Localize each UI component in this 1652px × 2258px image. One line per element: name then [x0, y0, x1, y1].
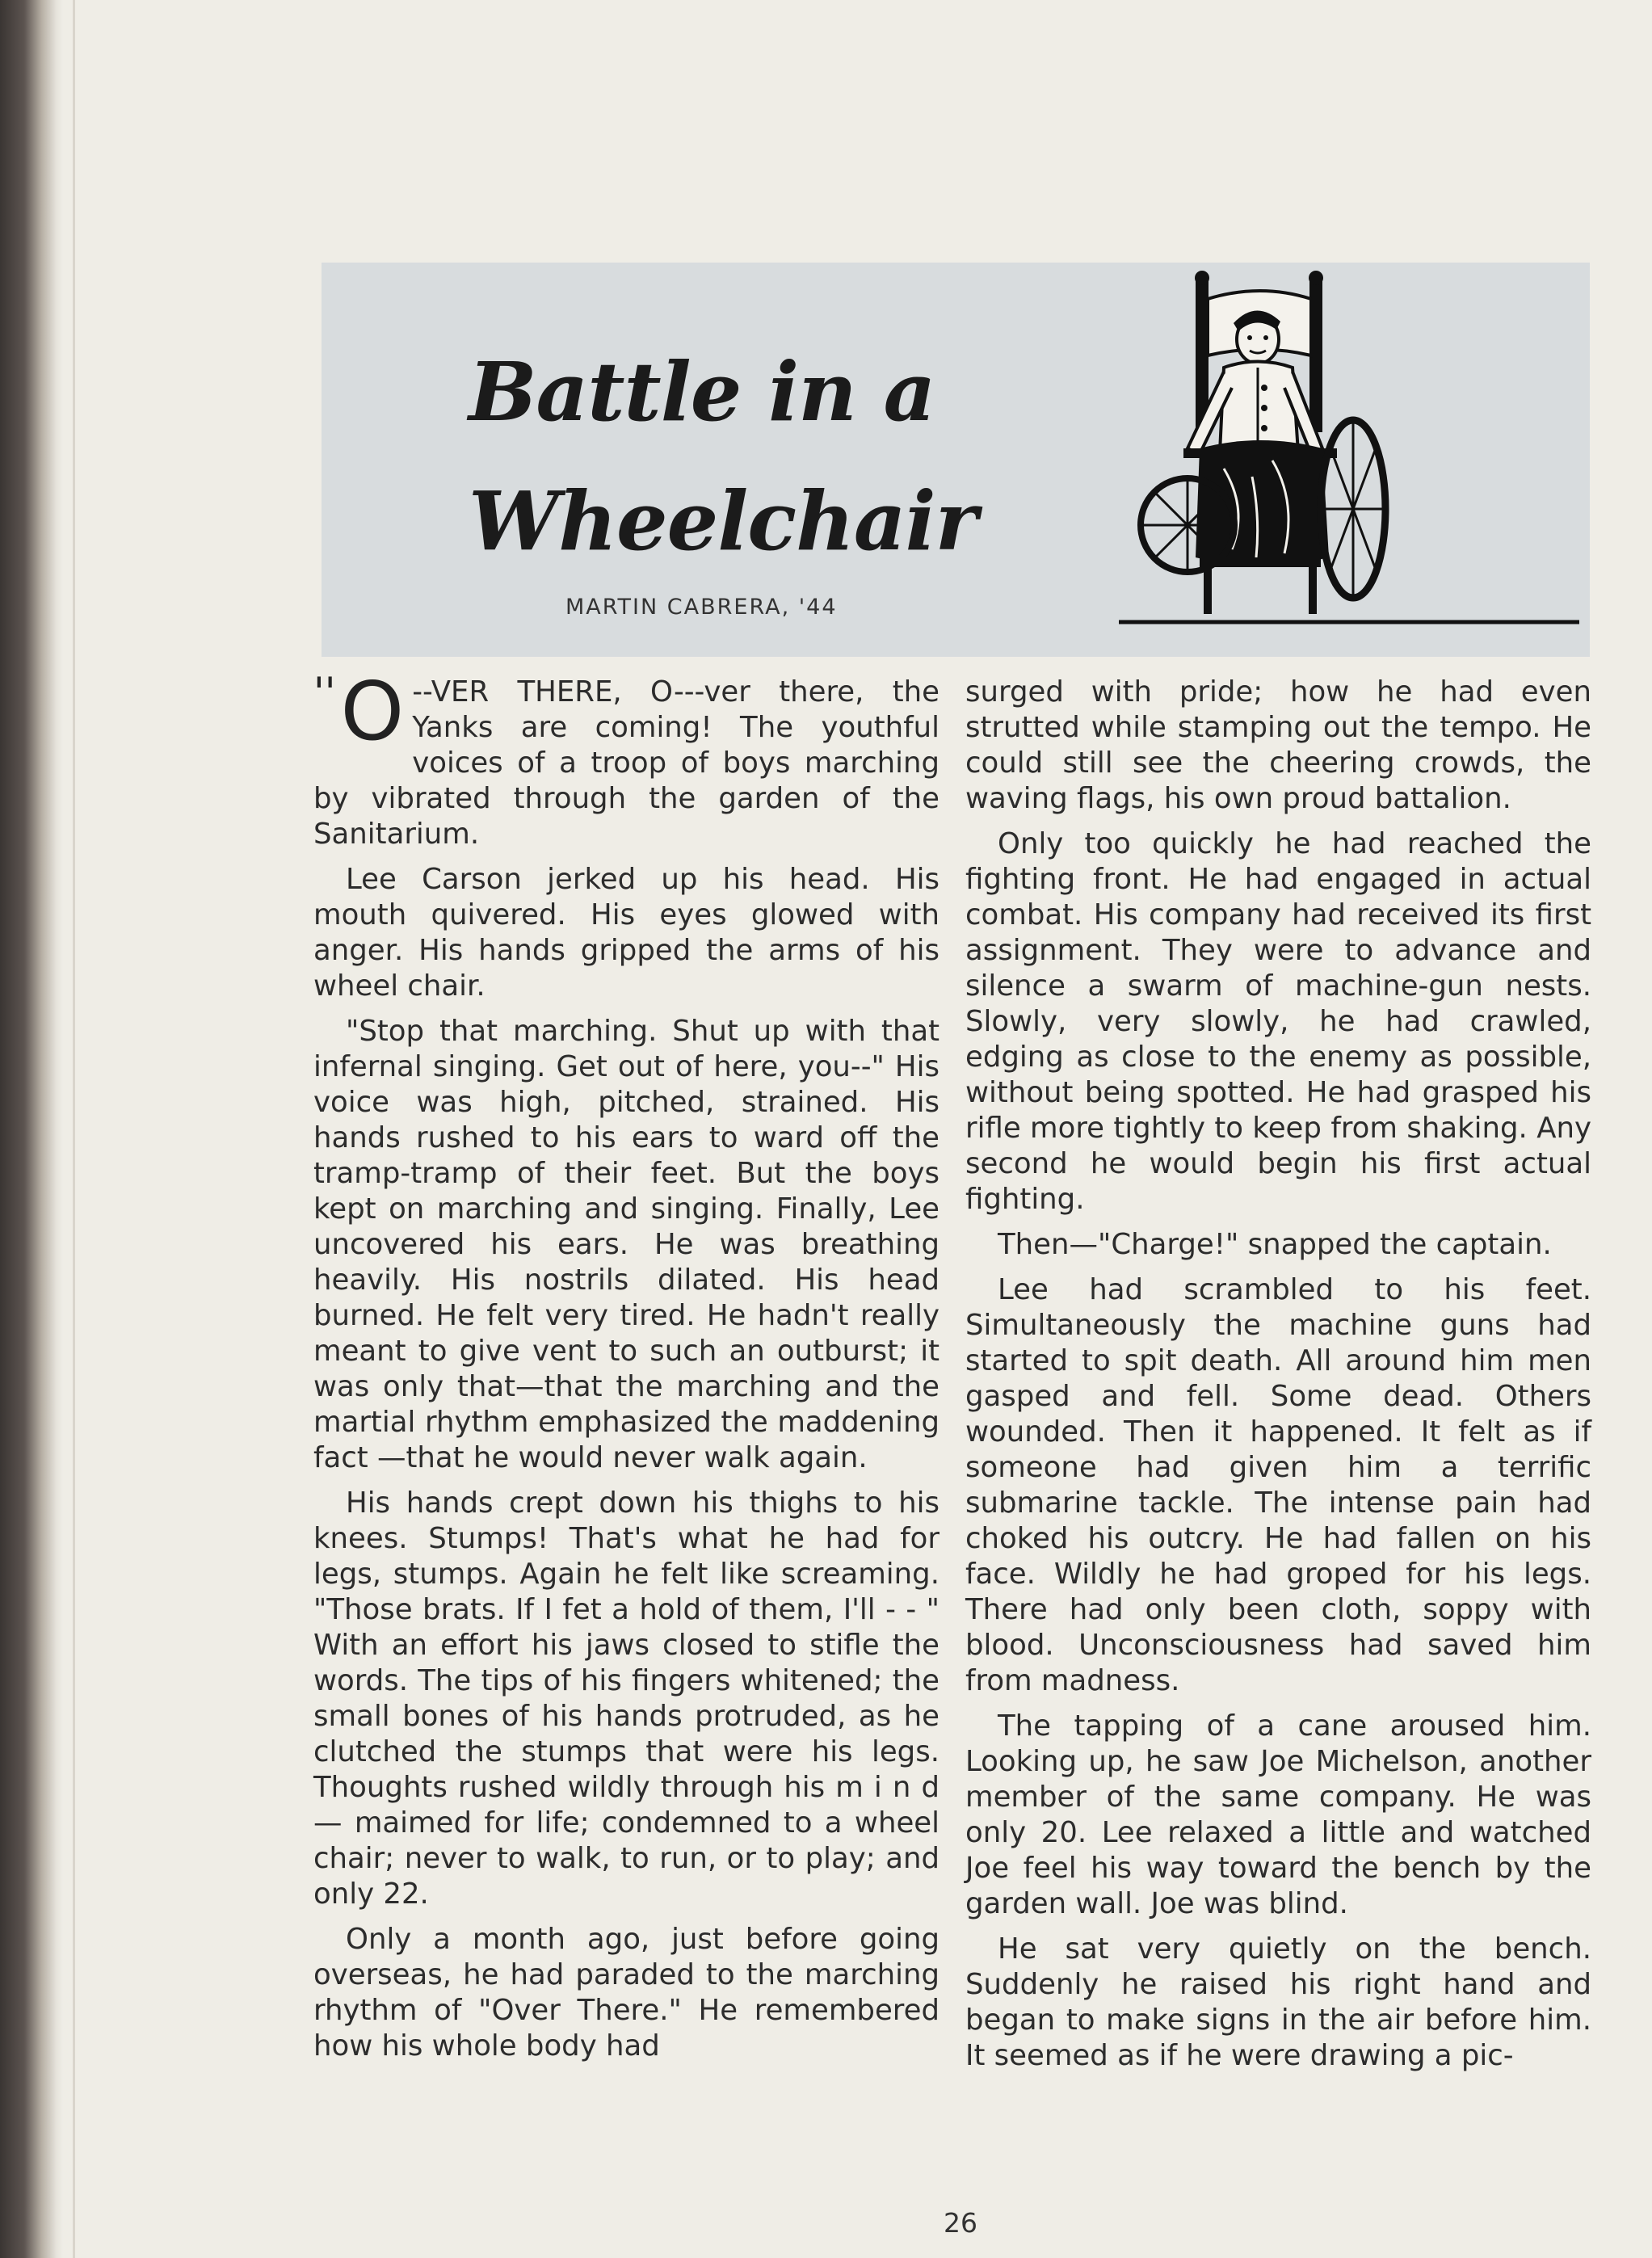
paragraph [313, 664, 939, 852]
paragraph: Then—"Charge!" snapped the captain. [998, 1228, 1552, 1261]
paragraph: He sat very quietly on the bench. Suddenly he raised his right hand and began to make signs in the air before him. It seemed as if he were drawing a pic- [965, 1932, 1591, 2072]
wheelchair-soldier-illustration [1111, 267, 1579, 630]
paragraph: Only a month ago, just before going overseas, he had paraded to the marching rhythm of "Over There." He remembered how his whole body had [313, 1923, 939, 2062]
paragraph: "Stop that marching. Shut up with that infernal singing. Get out of here, you--" His voice was high, pitched, strained. His hands rushed to his ears to ward off the tramp-tramp of their feet. But the boys kept on marching and singing. Finally, Lee uncovered his ears. He was breathing heavily. His nostrils dilated. His head burned. He felt very tired. He hadn't really meant to give vent to such an outburst; it was only that—that the marching and the martial rhythm emphasized the maddening fact —that he would never walk again. [313, 1015, 939, 1474]
paragraph: His hands crept down his thighs to his knees. Stumps! That's what he had for legs, stumps. Again he felt like screaming. "Those brats. If I fet a hold of them, I'll - - " With an effort his jaws closed to stifle the words. The tips of his fingers whitened; the small bones of his hands protruded, as he clutched the stumps that were his legs. Thoughts rushed wildly through his m i n d — maimed for life; condemned to a wheel chair; never to walk, to run, or to play; and only 22. [313, 1486, 939, 1911]
article-column-right [965, 675, 1591, 2083]
page-gutter-line [73, 0, 75, 2258]
paragraph: Only too quickly he had reached the fighting front. He had engaged in actual combat. His company had received its first assignment. They were to advance and silence a swarm of machine-gun nests. Slowly, very slowly, he had crawled, edging as close to the enemy as possible, without being spotted. He had grasped his rifle more tightly to keep from shaking. Any second he would begin his first actual fighting. [965, 827, 1591, 1216]
article-column-left [313, 664, 939, 2074]
drop-cap [313, 664, 405, 759]
book-spine-edge [0, 0, 63, 2258]
paragraph: Lee had scrambled to his feet. Simultaneously the machine guns had started to spit death. All around him men gasped and fell. Some dead. Others wounded. Then it happened. It felt as if someone had given him a terrific submarine tackle. The intense pain had choked his outcry. He had fallen on his face. Wildly he had groped for his legs. There had only been cloth, soppy with blood. Unconsciousness had saved him from madness. [965, 1273, 1591, 1697]
title-line-2: Wheelchair [469, 473, 977, 569]
drop-cap-letter: O [340, 664, 405, 759]
author-byline: MARTIN CABRERA, '44 [565, 595, 838, 620]
drop-cap-quote: '' [313, 669, 336, 716]
article-title [469, 327, 977, 586]
paragraph-text: --VER THERE, O---ver there, the Yanks are coming! The youthful voices of a troop of boys marching by vibrated through the garden of the Sanitarium. [313, 675, 939, 851]
paragraph: surged with pride; how he had even strutted while stamping out the tempo. He could still see the cheering crowds, the waving flags, his own proud battalion. [965, 675, 1591, 815]
page-number: 26 [944, 2207, 977, 2239]
paragraph: The tapping of a cane aroused him. Looking up, he saw Joe Michelson, another member of the same company. He was only 20. Lee relaxed a little and watched Joe feel his way toward the bench by the garden wall. Joe was blind. [965, 1709, 1591, 1920]
paragraph: Lee Carson jerked up his head. His mouth quivered. His eyes glowed with anger. His hands gripped the arms of his wheel chair. [313, 863, 939, 1003]
title-line-1: Battle in a [469, 344, 935, 439]
